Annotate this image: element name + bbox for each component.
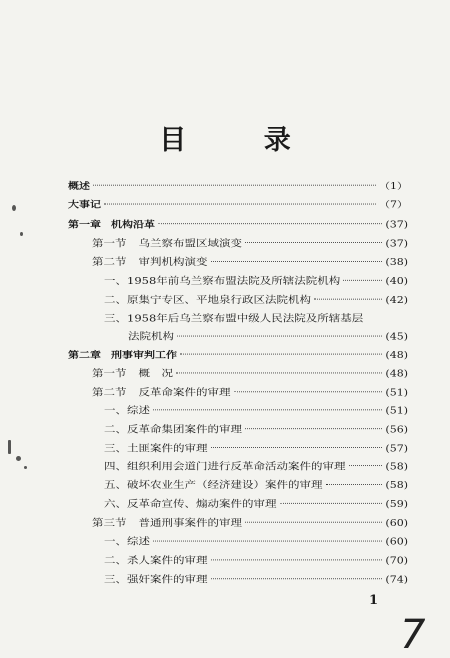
dot-leader [93, 185, 376, 186]
toc-entry-page: （7） [379, 199, 408, 211]
toc-entry-label: 四、组织利用会道门进行反革命活动案件的审理 [104, 460, 346, 472]
toc-entry-label: 三、强奸案件的审理 [104, 573, 208, 585]
page-number: 1 [369, 593, 379, 608]
toc-entry-page: (40) [385, 275, 408, 287]
toc-subentry [104, 571, 408, 587]
toc-subentry-continued [128, 328, 408, 344]
toc-entry-page: (51) [385, 405, 408, 416]
dot-leader [326, 484, 383, 485]
toc-subentry-line1: 三、1958年后乌兰察布盟中级人民法院及所辖基层 [104, 312, 364, 325]
toc-entry-label: 反革命案件的审理 [138, 386, 231, 398]
chapter-number: 第二章 [68, 349, 101, 361]
dot-leader [245, 242, 382, 243]
toc-subentry [104, 421, 408, 437]
dot-leader [245, 522, 382, 523]
toc-subentry [104, 402, 408, 418]
toc-entry-label: 一、1958年前乌兰察布盟法院及所辖法院机构 [104, 274, 341, 287]
dot-leader [211, 261, 383, 262]
toc-subentry [104, 273, 408, 289]
toc-entry-page: (60) [385, 517, 408, 529]
toc-entry-label: 概述 [68, 180, 90, 192]
dot-leader [314, 299, 382, 300]
toc-subentry [104, 533, 408, 549]
toc-entry-page: (42) [385, 294, 408, 306]
dot-leader [180, 354, 382, 355]
section-number: 第一节 [92, 367, 127, 380]
toc-entry-label: 刑事审判工作 [111, 349, 177, 361]
toc-subentry [104, 440, 408, 456]
toc-subentry [104, 496, 408, 512]
dot-leader [211, 560, 383, 561]
dot-leader [153, 409, 382, 410]
dot-leader [349, 465, 383, 466]
toc-entry-page: (58) [385, 461, 408, 472]
toc-subentry [104, 458, 408, 474]
toc-entry-label: 概 况 [138, 367, 173, 380]
page-title: 目 录 [159, 125, 325, 156]
toc-section [92, 365, 408, 381]
toc-entry-page: (60) [385, 536, 408, 548]
toc-subentry [104, 552, 408, 568]
toc-entry-page: （1） [379, 180, 408, 192]
toc-entry-page: (37) [385, 219, 408, 230]
toc-subentry [104, 477, 408, 493]
toc-entry-label: 二、反革命集团案件的审理 [104, 423, 242, 435]
toc-entry-label: 普通刑事案件的审理 [138, 516, 242, 529]
dot-leader [245, 428, 382, 429]
section-number: 第一节 [92, 237, 127, 249]
toc-entry-page: (74) [385, 574, 408, 585]
toc-entry-page: (48) [385, 368, 408, 380]
toc-section [92, 514, 408, 530]
scan-speck [8, 440, 11, 454]
toc-entry [68, 178, 408, 194]
toc-section [92, 235, 408, 251]
toc-chapter [68, 347, 408, 363]
dot-leader [343, 280, 382, 281]
toc-entry [68, 197, 408, 213]
dot-leader [176, 373, 382, 374]
section-number: 第二节 [92, 386, 127, 398]
toc-entry-label: 一、综述 [104, 535, 150, 548]
toc-entry-label: 审判机构演变 [138, 256, 208, 268]
toc-entry-page: (58) [385, 479, 408, 491]
dot-leader [234, 391, 383, 392]
toc-entry-label: 大事记 [68, 199, 101, 211]
toc-entry-label: 机构沿革 [111, 219, 155, 230]
toc-entry-page: (45) [385, 331, 408, 343]
dot-leader [177, 336, 382, 337]
toc-entry-page: (48) [385, 349, 408, 361]
dot-leader [211, 447, 383, 448]
toc-entry-page: (57) [385, 443, 408, 454]
scan-speck [12, 205, 16, 211]
dot-leader [280, 503, 383, 504]
toc-entry-label: 乌兰察布盟区域演变 [138, 237, 242, 249]
scan-speck [16, 456, 21, 461]
dot-leader [158, 223, 382, 224]
toc-subentry [104, 291, 408, 307]
toc-section [92, 254, 408, 270]
handwritten-number: 7 [400, 612, 426, 658]
toc-entry-page: (56) [385, 424, 408, 435]
dot-leader [153, 541, 382, 542]
toc-entry-page: (59) [385, 498, 408, 510]
toc-chapter [68, 217, 408, 233]
toc-entry-page: (37) [385, 238, 408, 249]
toc-entry-label: 六、反革命宣传、煽动案件的审理 [104, 498, 277, 510]
scan-speck [24, 466, 27, 469]
chapter-number: 第一章 [68, 219, 101, 230]
toc-entry-label: 法院机构 [128, 330, 174, 343]
toc-entry-page: (70) [385, 555, 408, 567]
toc-entry-label: 一、综述 [104, 404, 150, 416]
toc-section [92, 384, 408, 400]
section-number: 第二节 [92, 256, 127, 268]
dot-leader [211, 578, 383, 579]
toc-entry-label: 三、土匪案件的审理 [104, 442, 208, 454]
toc-entry-label: 二、杀人案件的审理 [104, 554, 208, 567]
toc-entry-label: 五、破坏农业生产（经济建设）案件的审理 [104, 479, 323, 491]
dot-leader [104, 204, 376, 205]
scan-speck [20, 232, 23, 236]
toc-entry-label: 二、原集宁专区、平地泉行政区法院机构 [104, 293, 311, 306]
section-number: 第三节 [92, 516, 127, 529]
toc-entry-page: (38) [385, 256, 408, 268]
toc-entry-page: (51) [385, 387, 408, 398]
